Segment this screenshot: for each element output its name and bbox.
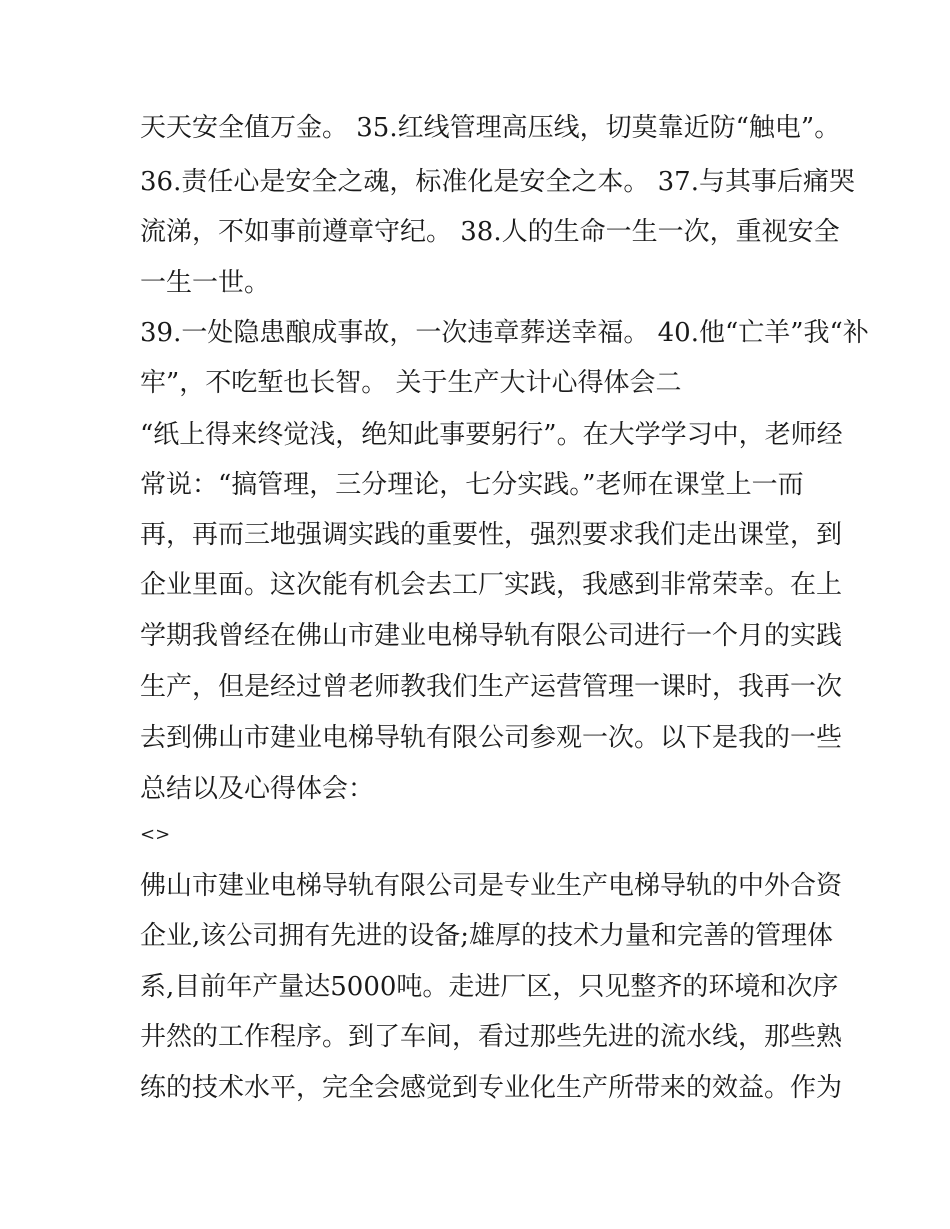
text-line: 井然的工作程序。到了车间，看过那些先进的流水线，那些熟 <box>140 1022 843 1052</box>
text-line: 天天安全值万金。 35.红线管理高压线，切莫靠近防“触电”。 <box>140 113 841 143</box>
text-line: 牢”，不吃堑也长智。 关于生产大计心得体会二 <box>140 368 682 398</box>
text-line: 企业,该公司拥有先进的设备;雄厚的技术力量和完善的管理体 <box>140 921 834 951</box>
text-line: 一生一世。 <box>140 268 271 298</box>
text-line: 系,目前年产量达5000吨。走进厂区，只见整齐的环境和次序 <box>140 972 839 1002</box>
text-line: 学期我曾经在佛山市建业电梯导轨有限公司进行一个月的实践 <box>140 621 843 651</box>
text-line: 生产，但是经过曾老师教我们生产运营管理一课时，我再一次 <box>140 672 843 702</box>
text-line: 常说：“搞管理，三分理论，七分实践。”老师在课堂上一而 <box>140 470 804 500</box>
text-line: 佛山市建业电梯导轨有限公司是专业生产电梯导轨的中外合资 <box>140 871 843 901</box>
text-line: 流涕，不如事前遵章守纪。 38.人的生命一生一次，重视安全 <box>140 217 840 247</box>
text-line: 36.责任心是安全之魂，标准化是安全之本。 37.与其事后痛哭 <box>140 167 855 197</box>
text-line: “纸上得来终觉浅，绝知此事要躬行”。在大学学习中，老师经 <box>140 420 843 450</box>
text-line: 总结以及心得体会： <box>140 774 375 804</box>
text-line: 再，再而三地强调实践的重要性，强烈要求我们走出课堂，到 <box>140 520 843 550</box>
text-line: 练的技术水平，完全会感觉到专业化生产所带来的效益。作为 <box>140 1073 843 1103</box>
text-line: <> <box>140 824 171 845</box>
text-line: 39.一处隐患酿成事故，一次违章葬送幸福。 40.他“亡羊”我“补 <box>140 318 869 348</box>
text-line: 去到佛山市建业电梯导轨有限公司参观一次。以下是我的一些 <box>140 723 843 753</box>
text-line: 企业里面。这次能有机会去工厂实践，我感到非常荣幸。在上 <box>140 570 843 600</box>
